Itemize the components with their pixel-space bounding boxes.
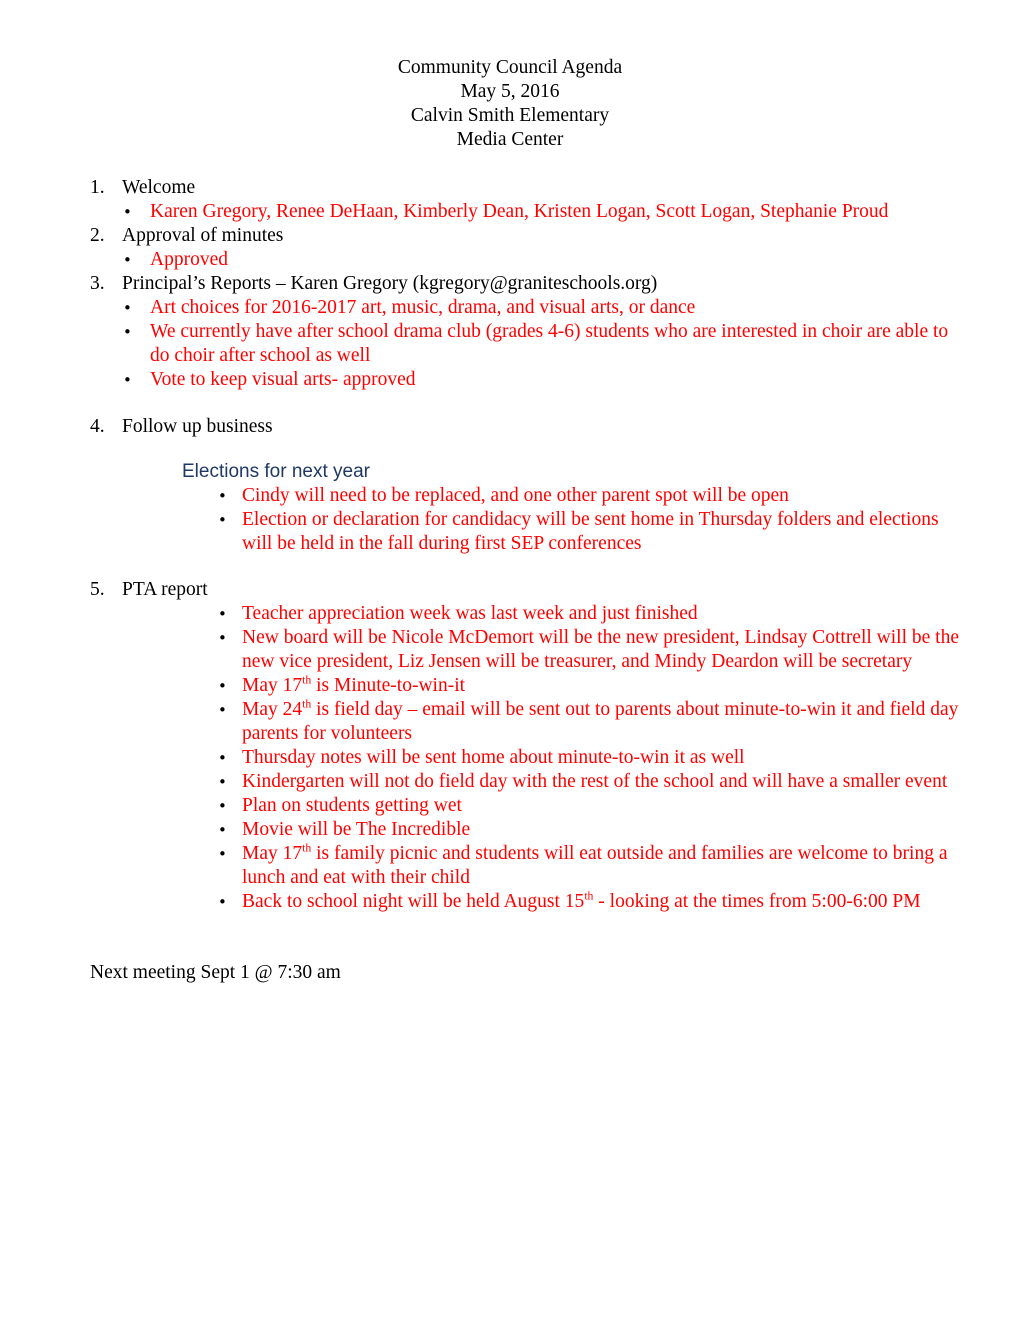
spacer: [90, 392, 962, 415]
item-label: Approval of minutes: [122, 225, 284, 246]
ordinal-superscript: th: [302, 697, 312, 711]
ordinal-superscript: th: [584, 889, 594, 903]
doc-school: Calvin Smith Elementary: [410, 105, 610, 126]
list-item: [90, 320, 962, 368]
bullet-icon: •: [218, 629, 227, 647]
list-item: [90, 296, 962, 320]
list-item: [90, 248, 962, 272]
ordinal-superscript: th: [302, 841, 312, 855]
list-item: [90, 818, 962, 842]
bullet-icon: •: [123, 203, 132, 221]
list-item: [90, 200, 962, 224]
list-item: [90, 368, 962, 392]
principal-note: Vote to keep visual arts- approved: [150, 369, 416, 390]
bullet-icon: •: [218, 749, 227, 767]
minutes-status: Approved: [150, 249, 228, 270]
pta-note: Teacher appreciation week was last week and just finished: [242, 603, 698, 624]
bullet-icon: •: [218, 605, 227, 623]
item-number: 3.: [90, 273, 105, 294]
text-segment: May 17: [242, 843, 303, 864]
next-meeting-note: Next meeting Sept 1 @ 7:30 am: [90, 962, 341, 983]
list-item: [90, 794, 962, 818]
list-item: [90, 890, 962, 914]
list-item: [90, 698, 962, 746]
text-segment: May 24: [242, 699, 303, 720]
principal-note: Art choices for 2016-2017 art, music, drama, and visual arts, or dance: [150, 297, 696, 318]
agenda-item-welcome: [90, 176, 962, 200]
bullet-icon: •: [218, 821, 227, 839]
text-segment: May 17: [242, 675, 303, 696]
bullet-icon: •: [123, 299, 132, 317]
item-label: Welcome: [122, 177, 196, 198]
spacer: [90, 556, 962, 578]
bullet-icon: •: [123, 323, 132, 341]
bullet-icon: •: [123, 251, 132, 269]
doc-title: Community Council Agenda: [397, 57, 623, 78]
pta-note: Thursday notes will be sent home about minute-to-win it as well: [242, 747, 745, 768]
doc-location: Media Center: [456, 129, 564, 150]
bullet-icon: •: [218, 797, 227, 815]
elections-subheading: Elections for next year: [182, 461, 370, 482]
bullet-icon: •: [218, 487, 227, 505]
bullet-icon: •: [123, 371, 132, 389]
ordinal-superscript: th: [302, 673, 312, 687]
agenda-item-pta: [90, 578, 962, 602]
bullet-icon: •: [218, 511, 227, 529]
text-segment: - looking at the times from 5:00-6:00 PM: [593, 891, 921, 912]
followup-note: Cindy will need to be replaced, and one other parent spot will be open: [242, 485, 789, 506]
item-label: Follow up business: [122, 416, 273, 437]
pta-note: Plan on students getting wet: [242, 795, 462, 816]
document-header: [0, 56, 1020, 152]
item-label: PTA report: [122, 579, 208, 600]
item-number: 5.: [90, 579, 105, 600]
followup-note: Election or declaration for candidacy will be sent home in Thursday folders and elections will be held in the fall during first SEP conferences: [242, 509, 939, 554]
agenda-item-followup: [90, 415, 962, 439]
pta-note: [242, 674, 962, 698]
doc-date: May 5, 2016: [460, 81, 560, 102]
pta-note: [242, 842, 962, 890]
pta-note: Kindergarten will not do field day with the rest of the school and will have a smaller event: [242, 771, 948, 792]
agenda-item-minutes: [90, 224, 962, 248]
principal-note: We currently have after school drama club (grades 4-6) students who are interested in choir are able to do choir after school as well: [150, 321, 949, 366]
list-item: [90, 484, 962, 508]
list-item: [90, 626, 962, 674]
list-item: [90, 602, 962, 626]
pta-note: [242, 890, 962, 914]
list-item: [90, 770, 962, 794]
bullet-icon: •: [218, 773, 227, 791]
agenda-item-principal: [90, 272, 962, 296]
bullet-icon: •: [218, 893, 227, 911]
list-item: [90, 508, 962, 556]
text-segment: Back to school night will be held August 15: [242, 891, 585, 912]
list-item: [90, 842, 962, 890]
text-segment: is family picnic and students will eat outside and families are welcome to bring a lunch and eat with their child: [242, 843, 948, 888]
item-number: 4.: [90, 416, 105, 437]
item-number: 2.: [90, 225, 105, 246]
bullet-icon: •: [218, 845, 227, 863]
item-number: 1.: [90, 177, 105, 198]
text-segment: is Minute-to-win-it: [311, 675, 466, 696]
item-label: Principal’s Reports – Karen Gregory (kgregory@graniteschools.org): [122, 273, 658, 294]
attendees-text: Karen Gregory, Renee DeHaan, Kimberly Dean, Kristen Logan, Scott Logan, Stephanie Proud: [150, 201, 889, 222]
pta-note: New board will be Nicole McDemort will be the new president, Lindsay Cottrell will be the new vice president, Liz Jensen will be treasurer, and Mindy Deardon will be secretary: [242, 627, 959, 672]
list-item: [90, 674, 962, 698]
pta-note: [242, 698, 962, 746]
list-item: [90, 746, 962, 770]
pta-note: Movie will be The Incredible: [242, 819, 471, 840]
spacer: [90, 439, 962, 460]
bullet-icon: •: [218, 677, 227, 695]
text-segment: is field day – email will be sent out to parents about minute-to-win it and field day parents for volunteers: [242, 699, 959, 744]
bullet-icon: •: [218, 701, 227, 719]
spacer: [90, 914, 962, 961]
